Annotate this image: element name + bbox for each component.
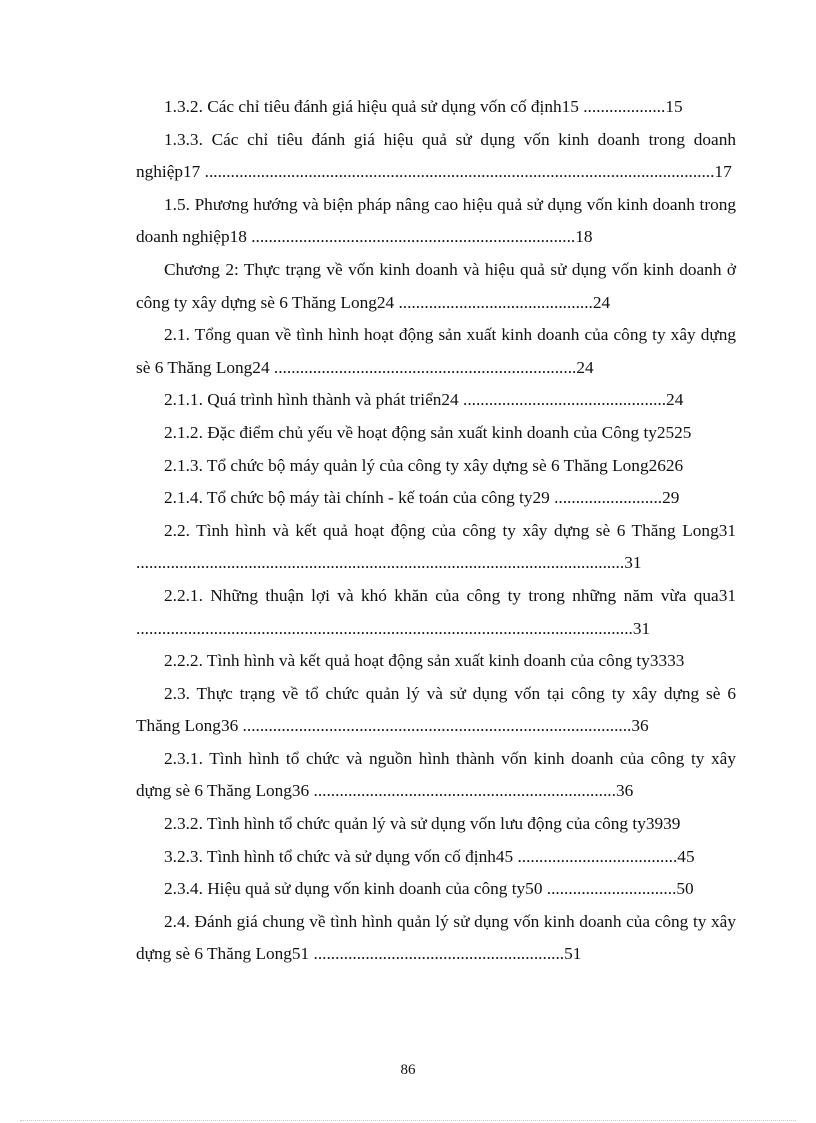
toc-entry-2-1: 2.1. Tổng quan về tình hình hoạt động sản xuất kinh doanh của công ty xây dựng sè 6 Thăng Long24 ......................................................................24: [136, 325, 736, 377]
toc-entry-chapter-2: Chương 2: Thực trạng về vốn kinh doanh và hiệu quả sử dụng vốn kinh doanh ở công ty xây dựng sè 6 Thăng Long24 .............................................24: [136, 259, 736, 312]
toc-entry-2-1-2: 2.1.2. Đặc điểm chủ yếu về hoạt động sản xuất kinh doanh của Công ty2525: [164, 422, 692, 442]
page-number: 86: [400, 1062, 416, 1078]
toc-entry-2-1-1: 2.1.1. Quá trình hình thành và phát triển24 ...............................................24: [164, 390, 684, 410]
toc-entry-1-3-3: 1.3.3. Các chỉ tiêu đánh giá hiệu quả sử dụng vốn kinh doanh trong doanh nghiệp17 ......................................................................................................................17: [136, 129, 736, 182]
toc-entry-2-1-3: 2.1.3. Tổ chức bộ máy quản lý của công ty xây dựng sè 6 Thăng Long2626: [164, 455, 684, 475]
toc-entry-3-2-3: 3.2.3. Tình hình tổ chức và sử dụng vốn cố định45 .....................................45: [164, 846, 695, 866]
toc-entry-2-2-2: 2.2.2. Tình hình và kết quả hoạt động sản xuất kinh doanh của công ty3333: [164, 651, 685, 671]
toc-entry-2-1-4: 2.1.4. Tổ chức bộ máy tài chính - kế toán của công ty29 .........................29: [164, 488, 680, 508]
toc-entry-2-2-1: 2.2.1. Những thuận lợi và khó khăn của công ty trong những năm vừa qua31 ...................................................................................................................31: [136, 585, 736, 638]
toc-entry-2-4: 2.4. Đánh giá chung về tình hình quản lý sử dụng vốn kinh doanh của công ty xây dựng sè 6 Thăng Long51 ..........................................................51: [136, 911, 736, 964]
table-of-contents: [136, 91, 736, 971]
toc-entry-2-3-2: 2.3.2. Tình hình tổ chức quản lý và sử dụng vốn lưu động của công ty3939: [164, 814, 681, 834]
toc-entry-1-3-2: 1.3.2. Các chỉ tiêu đánh giá hiệu quả sử dụng vốn cố định15 ...................15: [164, 97, 683, 116]
toc-entry-2-2: 2.2. Tình hình và kết quả hoạt động của công ty xây dựng sè 6 Thăng Long31 .................................................................................................................31: [136, 520, 736, 573]
toc-entry-2-3-1: 2.3.1. Tình hình tổ chức và nguồn hình thành vốn kinh doanh của công ty xây dựng sè 6 Thăng Long36 ......................................................................36: [136, 748, 736, 801]
toc-entry-2-3: 2.3. Thực trạng về tổ chức quản lý và sử dụng vốn tại công ty xây dựng sè 6 Thăng Long36 ..........................................................................................36: [136, 683, 736, 736]
toc-entry-2-3-4: 2.3.4. Hiệu quả sử dụng vốn kinh doanh của công ty50 ..............................50: [164, 879, 694, 899]
toc-entry-1-5: 1.5. Phương hướng và biện pháp nâng cao hiệu quả sử dụng vốn kinh doanh trong doanh nghiệp18 ...........................................................................18: [136, 194, 736, 247]
footer-divider: [20, 1120, 796, 1121]
